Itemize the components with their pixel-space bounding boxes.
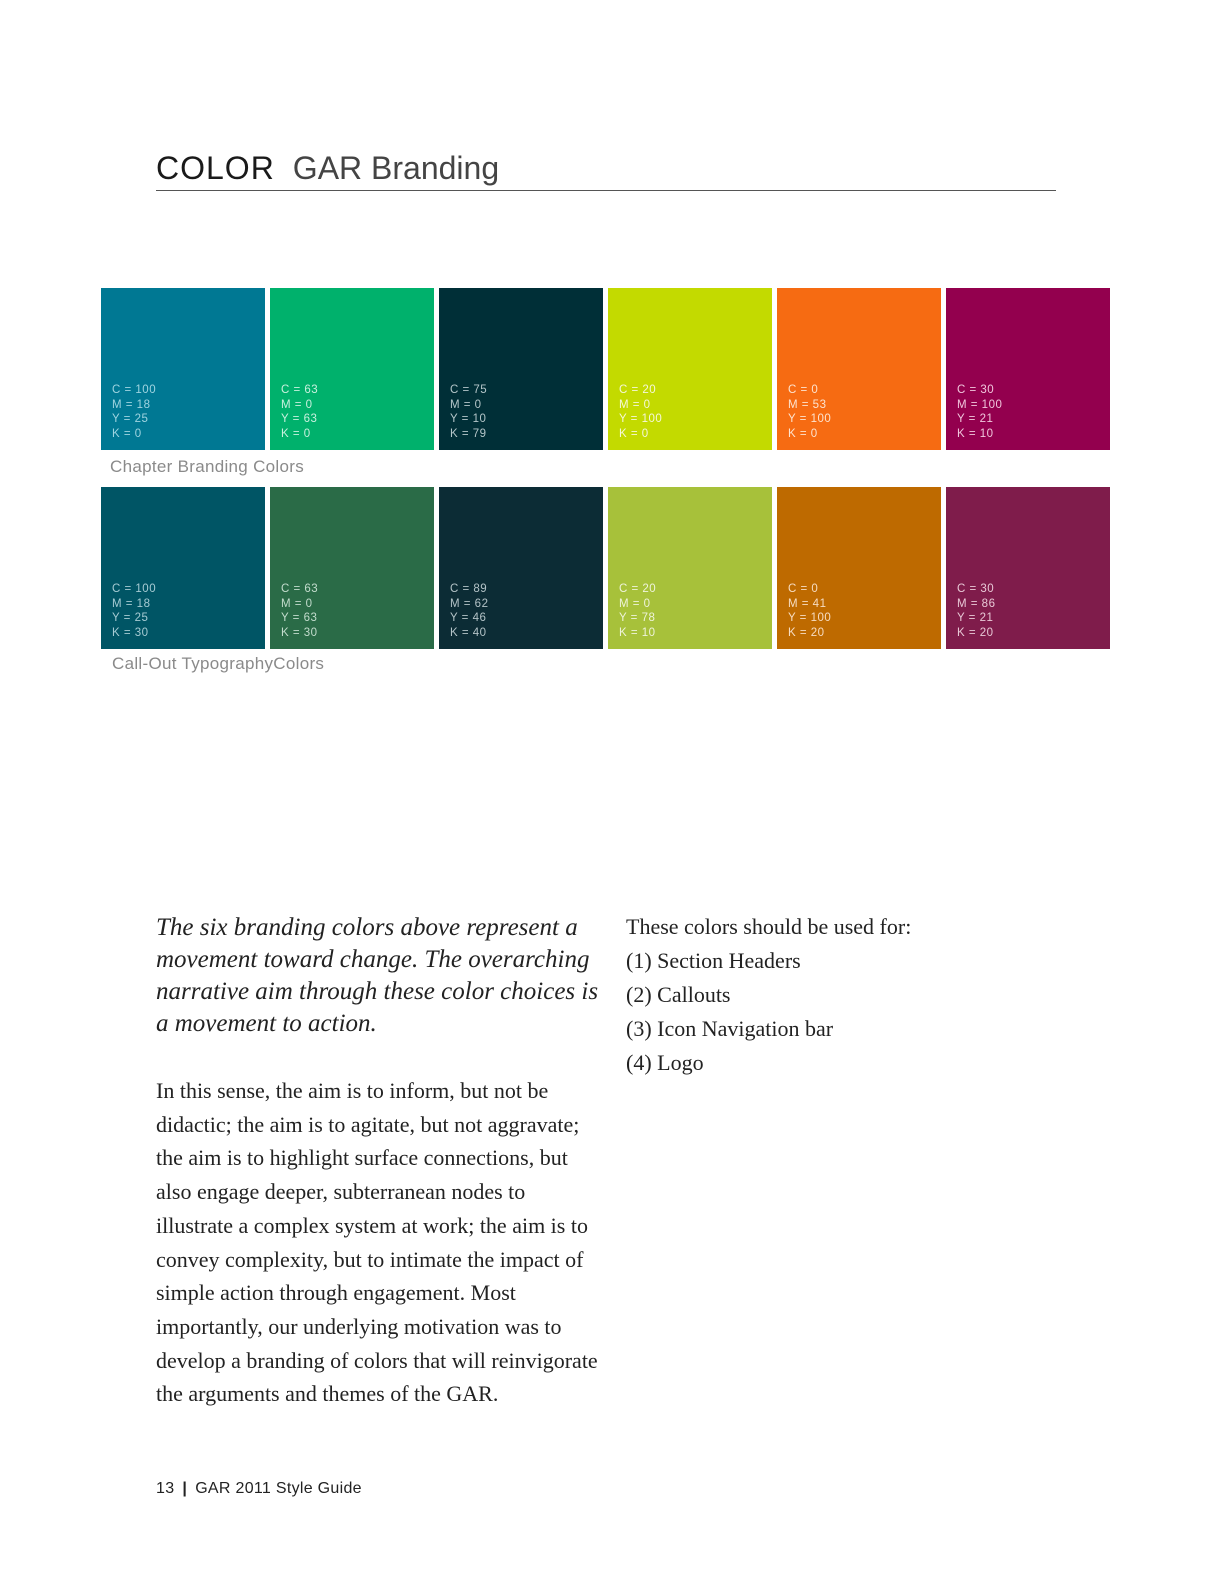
magenta-value: M = 53 — [788, 398, 827, 411]
document-title: GAR 2011 Style Guide — [195, 1480, 362, 1497]
section-title: COLOR — [156, 150, 275, 186]
usage-item: (1) Section Headers — [626, 948, 801, 973]
magenta-value: M = 0 — [619, 398, 651, 411]
cmyk-values — [450, 383, 487, 442]
chapter-swatch — [777, 288, 941, 450]
usage-list — [626, 910, 1046, 1080]
cmyk-values — [619, 383, 662, 442]
lead-paragraph: The six branding colors above represent a movement toward change. The overarching narrative aim through these color choices is a movement to action. — [156, 914, 599, 1037]
page-footer — [156, 1480, 362, 1498]
magenta-value: M = 18 — [112, 398, 151, 411]
cmyk-values — [788, 582, 831, 641]
cmyk-values — [788, 383, 831, 442]
magenta-value: M = 41 — [788, 597, 827, 610]
section-subtitle: GAR Branding — [292, 150, 500, 186]
cyan-value: C = 63 — [281, 383, 319, 396]
chapter-swatch-row — [101, 288, 1110, 450]
cyan-value: C = 100 — [112, 582, 157, 595]
chapter-swatch — [946, 288, 1110, 450]
yellow-value: Y = 10 — [450, 413, 487, 426]
callout-swatch — [946, 487, 1110, 649]
callout-swatch-row — [101, 487, 1110, 649]
black-value: K = 20 — [788, 627, 825, 640]
black-value: K = 30 — [112, 627, 149, 640]
chapter-colors-caption: Chapter Branding Colors — [110, 457, 304, 476]
yellow-value: Y = 100 — [788, 612, 832, 625]
chapter-swatch — [439, 288, 603, 450]
callout-swatch — [270, 487, 434, 649]
page-number: 13 — [156, 1480, 175, 1497]
chapter-swatch — [270, 288, 434, 450]
cyan-value: C = 100 — [112, 383, 157, 396]
cmyk-values — [450, 582, 488, 641]
magenta-value: M = 0 — [281, 398, 313, 411]
magenta-value: M = 0 — [450, 398, 482, 411]
cmyk-values — [112, 383, 156, 442]
yellow-value: Y = 100 — [619, 413, 663, 426]
yellow-value: Y = 100 — [788, 413, 832, 426]
cyan-value: C = 20 — [619, 383, 657, 396]
usage-item: (4) Logo — [626, 1050, 704, 1075]
black-value: K = 10 — [619, 627, 656, 640]
cmyk-values — [281, 582, 318, 641]
yellow-value: Y = 63 — [281, 413, 318, 426]
usage-item: (3) Icon Navigation bar — [626, 1016, 834, 1041]
callout-swatch — [608, 487, 772, 649]
chapter-swatch — [608, 288, 772, 450]
black-value: K = 10 — [957, 428, 994, 441]
cyan-value: C = 0 — [788, 383, 819, 396]
cyan-value: C = 30 — [957, 383, 995, 396]
cmyk-values — [112, 582, 156, 641]
magenta-value: M = 62 — [450, 597, 489, 610]
yellow-value: Y = 46 — [450, 612, 487, 625]
black-value: K = 0 — [112, 428, 142, 441]
body-paragraph: In this sense, the aim is to inform, but not be didactic; the aim is to agitate, but not aggravate; the aim is to highlight surface connections, but also engage deeper, subterranean nodes to illustrate a complex system at work; the aim is to convey complexity, but to intimate the impact of simple action through engagement. Most importantly, our underlying motivation was to develop a branding of colors that will reinvigorate the arguments and themes of the GAR. — [156, 1078, 598, 1407]
magenta-value: M = 86 — [957, 597, 996, 610]
magenta-value: M = 0 — [281, 597, 313, 610]
cyan-value: C = 89 — [450, 582, 488, 595]
yellow-value: Y = 25 — [112, 612, 149, 625]
callout-swatch — [101, 487, 265, 649]
cyan-value: C = 75 — [450, 383, 488, 396]
cyan-value: C = 63 — [281, 582, 319, 595]
usage-intro: These colors should be used for: — [626, 914, 912, 939]
cmyk-values — [281, 383, 318, 442]
black-value: K = 20 — [957, 627, 994, 640]
black-value: K = 79 — [450, 428, 487, 441]
cyan-value: C = 30 — [957, 582, 995, 595]
black-value: K = 0 — [281, 428, 311, 441]
cmyk-values — [619, 582, 656, 641]
footer-separator: | — [182, 1480, 188, 1497]
section-header — [156, 150, 1056, 191]
callout-swatch — [439, 487, 603, 649]
magenta-value: M = 18 — [112, 597, 151, 610]
callout-colors-caption: Call-Out TypographyColors — [112, 654, 325, 673]
black-value: K = 40 — [450, 627, 487, 640]
black-value: K = 0 — [788, 428, 818, 441]
callout-swatch — [777, 487, 941, 649]
usage-item: (2) Callouts — [626, 982, 731, 1007]
cyan-value: C = 0 — [788, 582, 819, 595]
yellow-value: Y = 78 — [619, 612, 656, 625]
magenta-value: M = 100 — [957, 398, 1003, 411]
cyan-value: C = 20 — [619, 582, 657, 595]
black-value: K = 30 — [281, 627, 318, 640]
yellow-value: Y = 21 — [957, 413, 994, 426]
yellow-value: Y = 63 — [281, 612, 318, 625]
yellow-value: Y = 21 — [957, 612, 994, 625]
cmyk-values — [957, 582, 995, 641]
yellow-value: Y = 25 — [112, 413, 149, 426]
cmyk-values — [957, 383, 1002, 442]
chapter-swatch — [101, 288, 265, 450]
black-value: K = 0 — [619, 428, 649, 441]
magenta-value: M = 0 — [619, 597, 651, 610]
